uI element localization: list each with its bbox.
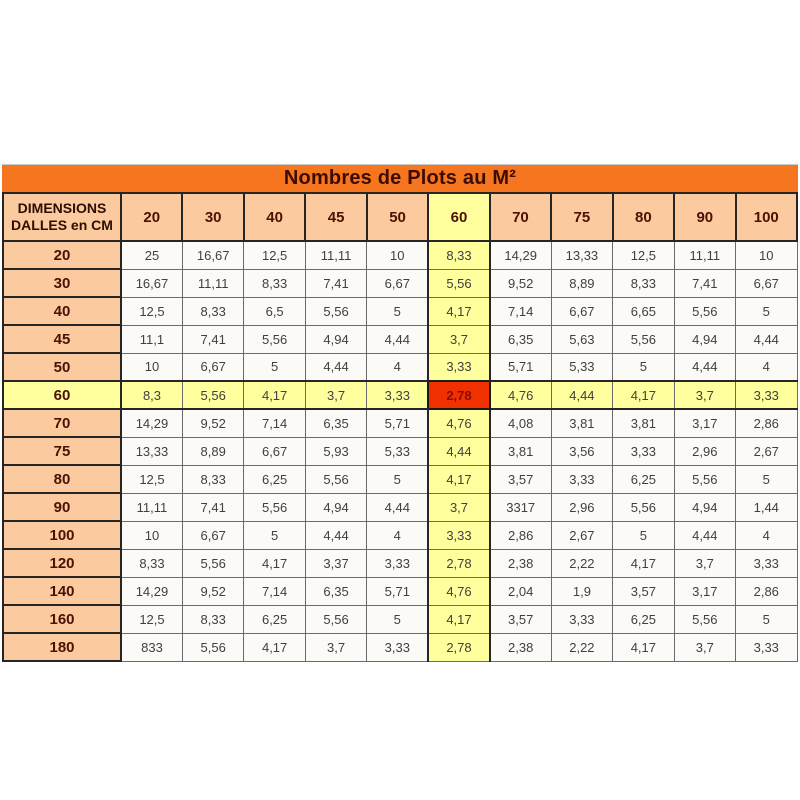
table-cell: 5 xyxy=(613,521,674,549)
row-header: 80 xyxy=(3,465,121,493)
table-cell: 11,11 xyxy=(305,241,366,269)
table-cell: 8,89 xyxy=(182,437,243,465)
table-row xyxy=(3,409,797,437)
table-cell: 7,14 xyxy=(244,409,305,437)
table-cell: 3,33 xyxy=(613,437,674,465)
table-cell: 3,33 xyxy=(428,521,489,549)
table-cell: 4,17 xyxy=(244,549,305,577)
table-cell: 6,25 xyxy=(613,605,674,633)
table-cell: 5,56 xyxy=(305,297,366,325)
table-cell: 8,33 xyxy=(244,269,305,297)
table-cell: 2,67 xyxy=(736,437,797,465)
row-header: 45 xyxy=(3,325,121,353)
table-row xyxy=(3,577,797,605)
table-row xyxy=(3,353,797,381)
table-cell: 11,11 xyxy=(121,493,182,521)
table-cell: 5,33 xyxy=(367,437,428,465)
table-cell: 4,17 xyxy=(244,381,305,409)
table-cell: 10 xyxy=(736,241,797,269)
table-cell: 8,33 xyxy=(428,241,489,269)
table-cell: 5,63 xyxy=(551,325,612,353)
corner-header-line1: DIMENSIONS xyxy=(17,200,107,216)
table-row xyxy=(3,297,797,325)
table-cell: 4,44 xyxy=(674,521,735,549)
table-cell: 3,7 xyxy=(305,381,366,409)
table-cell: 9,52 xyxy=(182,409,243,437)
table-cell: 8,33 xyxy=(182,297,243,325)
table-cell: 8,3 xyxy=(121,381,182,409)
table-cell: 5,56 xyxy=(613,325,674,353)
table-cell: 4,76 xyxy=(428,577,489,605)
column-header: 45 xyxy=(305,193,366,241)
table-cell: 3,17 xyxy=(674,577,735,605)
table-cell: 9,52 xyxy=(490,269,551,297)
table-cell: 4,94 xyxy=(305,493,366,521)
table-cell: 10 xyxy=(121,353,182,381)
table-cell: 4,44 xyxy=(367,493,428,521)
table-cell: 6,25 xyxy=(244,465,305,493)
table-row xyxy=(3,521,797,549)
table-cell: 5 xyxy=(613,353,674,381)
column-header: 20 xyxy=(121,193,182,241)
table-cell: 3,57 xyxy=(613,577,674,605)
table-cell: 3,33 xyxy=(736,633,797,661)
table-cell: 2,96 xyxy=(551,493,612,521)
table-row xyxy=(3,437,797,465)
table-cell: 833 xyxy=(121,633,182,661)
table-cell: 12,5 xyxy=(613,241,674,269)
table-cell: 6,67 xyxy=(182,521,243,549)
table-cell: 4,94 xyxy=(674,325,735,353)
table-cell: 4,17 xyxy=(428,297,489,325)
table-cell: 5,71 xyxy=(367,577,428,605)
table-cell: 5,56 xyxy=(674,297,735,325)
table-cell: 2,86 xyxy=(736,577,797,605)
table-cell: 3,56 xyxy=(551,437,612,465)
table-cell: 3,7 xyxy=(305,633,366,661)
table-cell: 4 xyxy=(736,353,797,381)
table-cell: 25 xyxy=(121,241,182,269)
table-cell: 3,33 xyxy=(551,605,612,633)
table-cell: 5,56 xyxy=(428,269,489,297)
column-header: 30 xyxy=(182,193,243,241)
table-cell: 6,35 xyxy=(305,409,366,437)
table-cell: 16,67 xyxy=(182,241,243,269)
table-cell: 12,5 xyxy=(121,605,182,633)
table-cell: 2,78 xyxy=(428,549,489,577)
plots-table-figure xyxy=(2,164,798,662)
table-cell: 8,89 xyxy=(551,269,612,297)
table-cell: 5 xyxy=(736,465,797,493)
table-cell: 7,14 xyxy=(244,577,305,605)
table-cell: 2,22 xyxy=(551,633,612,661)
table-cell: 10 xyxy=(121,521,182,549)
table-cell: 6,67 xyxy=(367,269,428,297)
table-cell: 4,44 xyxy=(674,353,735,381)
table-cell: 3,81 xyxy=(551,409,612,437)
table-row xyxy=(3,633,797,661)
row-header: 160 xyxy=(3,605,121,633)
table-cell: 5,56 xyxy=(674,465,735,493)
column-header: 75 xyxy=(551,193,612,241)
row-header: 60 xyxy=(3,381,121,409)
table-cell: 3317 xyxy=(490,493,551,521)
table-cell: 6,67 xyxy=(736,269,797,297)
table-cell: 12,5 xyxy=(244,241,305,269)
table-cell: 5 xyxy=(367,465,428,493)
table-cell: 3,17 xyxy=(674,409,735,437)
column-header: 90 xyxy=(674,193,735,241)
table-cell: 4,44 xyxy=(736,325,797,353)
table-cell: 4,17 xyxy=(428,605,489,633)
table-cell: 7,14 xyxy=(490,297,551,325)
table-cell: 5,71 xyxy=(367,409,428,437)
table-cell: 4,44 xyxy=(551,381,612,409)
table-cell: 10 xyxy=(367,241,428,269)
table-cell: 6,65 xyxy=(613,297,674,325)
table-cell: 5,56 xyxy=(305,605,366,633)
table-cell: 3,7 xyxy=(428,325,489,353)
table-row xyxy=(3,241,797,269)
row-header: 90 xyxy=(3,493,121,521)
table-cell: 8,33 xyxy=(182,465,243,493)
table-body xyxy=(3,241,797,661)
table-cell: 1,44 xyxy=(736,493,797,521)
table-cell: 4,44 xyxy=(428,437,489,465)
table-cell: 3,81 xyxy=(613,409,674,437)
table-title: Nombres de Plots au M² xyxy=(2,164,798,192)
table-cell: 3,33 xyxy=(367,633,428,661)
row-header: 120 xyxy=(3,549,121,577)
table-cell: 5,71 xyxy=(490,353,551,381)
table-cell: 4,17 xyxy=(613,633,674,661)
corner-header-line2: DALLES en CM xyxy=(11,217,113,233)
column-header: 50 xyxy=(367,193,428,241)
table-cell: 4,44 xyxy=(367,325,428,353)
table-cell: 3,7 xyxy=(428,493,489,521)
corner-header xyxy=(3,193,121,241)
table-cell: 5,56 xyxy=(182,381,243,409)
table-cell: 4,94 xyxy=(305,325,366,353)
table-cell: 5,56 xyxy=(674,605,735,633)
table-row xyxy=(3,269,797,297)
table-cell: 4,44 xyxy=(305,353,366,381)
table-cell: 12,5 xyxy=(121,297,182,325)
table-cell: 5 xyxy=(736,297,797,325)
table-cell: 11,11 xyxy=(182,269,243,297)
table-cell: 14,29 xyxy=(121,577,182,605)
table-cell: 5,33 xyxy=(551,353,612,381)
row-header: 40 xyxy=(3,297,121,325)
table-cell: 8,33 xyxy=(121,549,182,577)
table-cell: 6,67 xyxy=(244,437,305,465)
table-cell: 2,22 xyxy=(551,549,612,577)
row-header: 70 xyxy=(3,409,121,437)
table-cell: 11,11 xyxy=(674,241,735,269)
table-cell: 5,56 xyxy=(244,493,305,521)
table-cell: 2,96 xyxy=(674,437,735,465)
table-cell: 6,35 xyxy=(490,325,551,353)
row-header: 180 xyxy=(3,633,121,661)
table-cell: 12,5 xyxy=(121,465,182,493)
table-cell: 4,76 xyxy=(428,409,489,437)
table-cell: 6,5 xyxy=(244,297,305,325)
row-header: 140 xyxy=(3,577,121,605)
column-header: 60 xyxy=(428,193,489,241)
table-cell: 3,7 xyxy=(674,549,735,577)
table-cell: 5,56 xyxy=(613,493,674,521)
table-cell: 1,9 xyxy=(551,577,612,605)
table-cell: 3,81 xyxy=(490,437,551,465)
table-cell: 6,35 xyxy=(305,577,366,605)
table-cell: 4,17 xyxy=(428,465,489,493)
table-cell: 5 xyxy=(244,353,305,381)
table-cell: 2,38 xyxy=(490,549,551,577)
table-cell: 4,17 xyxy=(613,381,674,409)
table-cell: 4,76 xyxy=(490,381,551,409)
table-row xyxy=(3,381,797,409)
plots-per-m2-table xyxy=(2,192,798,662)
table-cell: 3,7 xyxy=(674,381,735,409)
table-cell: 4,08 xyxy=(490,409,551,437)
table-cell: 11,1 xyxy=(121,325,182,353)
table-cell: 5 xyxy=(736,605,797,633)
table-cell: 3,57 xyxy=(490,465,551,493)
table-cell: 3,33 xyxy=(736,549,797,577)
table-cell: 4,94 xyxy=(674,493,735,521)
table-row xyxy=(3,325,797,353)
table-cell: 2,86 xyxy=(490,521,551,549)
table-cell: 6,67 xyxy=(182,353,243,381)
table-cell: 7,41 xyxy=(182,493,243,521)
table-cell: 6,67 xyxy=(551,297,612,325)
table-row xyxy=(3,605,797,633)
highlight-intersection-cell: 2,78 xyxy=(428,381,489,409)
table-cell: 5 xyxy=(244,521,305,549)
table-cell: 2,67 xyxy=(551,521,612,549)
table-cell: 2,38 xyxy=(490,633,551,661)
table-cell: 3,57 xyxy=(490,605,551,633)
table-cell: 3,33 xyxy=(551,465,612,493)
table-cell: 13,33 xyxy=(551,241,612,269)
table-cell: 5,56 xyxy=(182,633,243,661)
table-cell: 3,37 xyxy=(305,549,366,577)
table-cell: 9,52 xyxy=(182,577,243,605)
table-cell: 5 xyxy=(367,297,428,325)
row-header: 20 xyxy=(3,241,121,269)
table-cell: 4,17 xyxy=(244,633,305,661)
table-cell: 8,33 xyxy=(182,605,243,633)
column-header: 70 xyxy=(490,193,551,241)
table-cell: 7,41 xyxy=(182,325,243,353)
table-cell: 4 xyxy=(367,521,428,549)
column-header: 100 xyxy=(736,193,797,241)
header-row xyxy=(3,193,797,241)
table-cell: 14,29 xyxy=(121,409,182,437)
table-cell: 3,33 xyxy=(367,381,428,409)
table-cell: 2,78 xyxy=(428,633,489,661)
table-cell: 3,33 xyxy=(367,549,428,577)
table-cell: 3,33 xyxy=(428,353,489,381)
table-cell: 13,33 xyxy=(121,437,182,465)
table-cell: 4 xyxy=(367,353,428,381)
table-cell: 5,56 xyxy=(182,549,243,577)
table-cell: 2,86 xyxy=(736,409,797,437)
table-cell: 16,67 xyxy=(121,269,182,297)
row-header: 100 xyxy=(3,521,121,549)
row-header: 75 xyxy=(3,437,121,465)
table-cell: 4,17 xyxy=(613,549,674,577)
column-header: 40 xyxy=(244,193,305,241)
table-cell: 6,25 xyxy=(244,605,305,633)
table-cell: 5,56 xyxy=(305,465,366,493)
table-cell: 7,41 xyxy=(674,269,735,297)
table-cell: 4 xyxy=(736,521,797,549)
table-cell: 14,29 xyxy=(490,241,551,269)
table-cell: 6,25 xyxy=(613,465,674,493)
table-cell: 7,41 xyxy=(305,269,366,297)
table-cell: 3,7 xyxy=(674,633,735,661)
column-header: 80 xyxy=(613,193,674,241)
row-header: 50 xyxy=(3,353,121,381)
table-row xyxy=(3,465,797,493)
table-row xyxy=(3,549,797,577)
table-cell: 2,04 xyxy=(490,577,551,605)
table-cell: 3,33 xyxy=(736,381,797,409)
table-cell: 8,33 xyxy=(613,269,674,297)
table-row xyxy=(3,493,797,521)
row-header: 30 xyxy=(3,269,121,297)
table-cell: 5,93 xyxy=(305,437,366,465)
table-cell: 5 xyxy=(367,605,428,633)
table-cell: 4,44 xyxy=(305,521,366,549)
table-cell: 5,56 xyxy=(244,325,305,353)
